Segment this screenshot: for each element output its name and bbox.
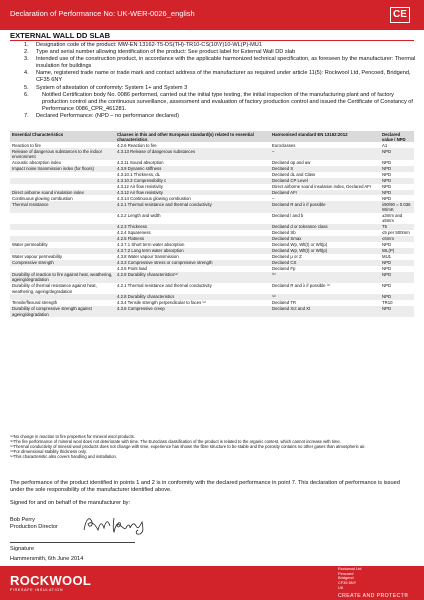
table-cell: Declared Wp, Wlt(I) or Wlt(p) bbox=[270, 248, 380, 254]
table-cell: Durability of reaction to fire against heat, weathering, ageing/degradation bbox=[10, 272, 115, 283]
ce-mark-icon: CE bbox=[390, 7, 410, 23]
table-cell: T5 bbox=[380, 224, 414, 230]
table-cell: Thermal resistance bbox=[10, 201, 115, 212]
table-cell: Declared μ or Z bbox=[272, 254, 302, 260]
table-row bbox=[10, 213, 414, 224]
table-cell: 4.3.12 Air flow resistivity bbox=[115, 190, 270, 196]
table-cell: Declared AFr bbox=[270, 190, 380, 196]
table-cell: Direct airborne sound insulation index bbox=[10, 190, 115, 196]
signature-label: Signature bbox=[10, 546, 34, 552]
table-cell: Declared Sb bbox=[272, 230, 296, 236]
table-cell: – bbox=[272, 195, 275, 201]
table-cell: Impact noise transmission index (for floors) bbox=[10, 166, 115, 172]
table-row bbox=[10, 283, 414, 294]
list-item: 7. Declared Performance: (NPD – no performance declared) bbox=[24, 112, 180, 119]
footnote: ⁽ᵈ⁾For dimensional stability thickness only. bbox=[10, 449, 87, 455]
table-cell: Water permeability bbox=[12, 242, 48, 248]
table-cell: WL(P) bbox=[380, 248, 414, 254]
table-cell: Acoustic absorption index bbox=[12, 159, 61, 165]
footer-tagline: CREATE AND PROTECT® bbox=[338, 593, 409, 599]
footer-address: Rockwool Ltd Pencoed Bridgend CF35 6NY UK bbox=[338, 566, 362, 590]
table-row bbox=[10, 272, 414, 283]
performance-table bbox=[10, 131, 414, 317]
table-cell: Declared Fp bbox=[272, 266, 296, 272]
table-cell: Declared Wp, Wlt(I) or Wlt(p) bbox=[272, 242, 328, 248]
table-cell: Declared l and b bbox=[272, 213, 304, 219]
table-cell: Declared Smax bbox=[270, 236, 380, 242]
table-row bbox=[10, 201, 414, 212]
table-cell: Declared R and λ if possible bbox=[270, 201, 380, 212]
table-cell: Declared CP Level bbox=[270, 178, 380, 184]
table-cell: MU1 bbox=[382, 254, 392, 260]
signer-block bbox=[10, 517, 58, 531]
table-cell: NPD bbox=[380, 294, 414, 300]
table-cell: NPD bbox=[380, 272, 414, 283]
declaration-items bbox=[24, 42, 419, 120]
table-cell: Declared dL and Class bbox=[272, 171, 316, 177]
list-item: 5. System of attestation of conformity: System 1+ and System 3 bbox=[24, 84, 188, 91]
table-cell: 4.2.4 Squareness bbox=[117, 230, 151, 236]
table-cell: TR10 bbox=[382, 300, 393, 306]
table-cell: NPD bbox=[382, 283, 392, 289]
table-cell: 4.3.4 Tensile strength perpendicular to faces ⁽ᵉ⁾ bbox=[117, 300, 207, 306]
title-divider bbox=[10, 40, 414, 41]
table-cell: – bbox=[270, 148, 380, 159]
page-title: EXTERNAL WALL DD SLAB bbox=[10, 31, 111, 40]
place-date: Hammersmith, 6th June 2014 bbox=[10, 556, 84, 562]
table-cell: 4.2.3 Thickness bbox=[115, 224, 270, 230]
rockwool-logo: ROCKWOOL bbox=[10, 573, 92, 588]
table-cell: 4.3.9 Dynamic stiffness bbox=[115, 166, 270, 172]
header-bar bbox=[0, 0, 424, 30]
handwritten-signature bbox=[80, 512, 150, 536]
table-cell: 4.2.2 Length and width bbox=[117, 213, 161, 219]
list-item: 1. Designation code of the product: MW-EN 13162-T5-DS(TH)-TR10-CS(10\Y)10-WL(P)-MU1 bbox=[24, 42, 262, 48]
table-cell: NPD bbox=[382, 266, 392, 272]
table-cell: NPD bbox=[382, 183, 392, 189]
table-cell: Durability of thermal resistance against heat, weathering, ageing/degradation bbox=[12, 283, 97, 294]
table-cell: Water vapour permeability bbox=[12, 254, 62, 260]
table-cell: 4.3.12 Air flow resistivity bbox=[117, 183, 163, 189]
declaration-number: Declaration of Performance No: UK-WER-0026_english bbox=[10, 9, 195, 18]
table-cell: 4.3.5 Point load bbox=[117, 266, 147, 272]
table-cell: Declared S bbox=[270, 166, 380, 172]
table-cell: Declared αp and αw bbox=[272, 159, 311, 165]
table-cell: 4.3.10.1 Thickness, dL bbox=[117, 171, 161, 177]
table-cell: NPD bbox=[380, 148, 414, 159]
list-item: 2. Type and serial number allowing identification of the product: See product label for External Wall DD slab bbox=[24, 49, 296, 56]
performance-statement: The performance of the product identified in points 1 and 2 is in conformity with the declared performance in point 7. This declaration of performance is issued under the sole responsibility of the manufacturer identified above. bbox=[10, 480, 400, 493]
column-header: Declared value / NPD bbox=[380, 131, 414, 142]
table-cell: 4.2.5 Flatness bbox=[115, 236, 270, 242]
table-cell: NPD bbox=[382, 242, 392, 248]
table-cell bbox=[10, 213, 115, 224]
signature-line bbox=[10, 542, 135, 543]
footnote: ⁽ᵇ⁾The fire performance of mineral wool does not deteriorate with time. The Euroclass classification of the product is related to the organic content, which cannot increase with time. bbox=[10, 439, 341, 445]
table-cell: Declared CS bbox=[270, 260, 380, 266]
table-header-row bbox=[10, 131, 414, 142]
footnote: ⁽ᵉ⁾This characteristic also covers handling and installation. bbox=[10, 454, 117, 460]
table-cell: 4.3.10.3 Compressibility c bbox=[115, 178, 270, 184]
table-cell: 4.3.3 Compressive stress or compressive strength bbox=[115, 260, 270, 266]
table-cell: 4.2.1 Thermal resistance and thermal conductivity bbox=[115, 201, 270, 212]
table-row bbox=[10, 306, 414, 317]
signer-title: Production Director bbox=[10, 524, 58, 530]
table-cell: 4.3.11 Sound absorption bbox=[117, 159, 164, 165]
table-cell: ≤6mm bbox=[380, 236, 414, 242]
column-header: Clauses in this and other European standard(s) related to essential characteristics bbox=[115, 131, 270, 142]
table-cell: 4.3.8 Water vapour transmission bbox=[117, 254, 179, 260]
signed-for-text: Signed for and on behalf of the manufacturer by: bbox=[10, 500, 131, 506]
table-cell: NPD bbox=[380, 166, 414, 172]
table-cell: NPD bbox=[382, 195, 392, 201]
signer-name: Bob Perry bbox=[10, 517, 35, 523]
table-cell: 4.3.7.1 Short term water absorption bbox=[117, 242, 185, 248]
table-cell: 4.2.8 Durability characteristics bbox=[115, 294, 270, 300]
table-cell: NPD bbox=[380, 178, 414, 184]
table-cell: Durability of compressive strength against ageing/degradation bbox=[10, 306, 115, 317]
table-cell: λ90/90 = 0.036 W/mK bbox=[380, 201, 414, 212]
table-cell: 4.3.6 Compressive creep bbox=[115, 306, 270, 317]
list-item: 6. Notified Certification body No. 0086 performed, carried out the initial type testing, the initial inspection of the manufacturing plant and of factory production control and the continuous surveillance, assessment and evaluation of factory production control and issued the Certificate of Constancy of Performance 0086_CPR_461281. bbox=[24, 91, 413, 112]
footnotes bbox=[10, 434, 414, 459]
table-cell: Declared Xct and Xt bbox=[270, 306, 380, 317]
table-cell: NPD bbox=[380, 260, 414, 266]
table-cell: Continuous glowing combustion bbox=[12, 195, 73, 201]
table-cell: 4.2.8 Durability characteristics⁽ᵃ⁾ bbox=[115, 272, 270, 283]
table-cell: A1 bbox=[382, 142, 388, 148]
table-cell: 4.3.7.2 Long term water absorption bbox=[115, 248, 270, 254]
table-cell: ≤5 per 500mm bbox=[382, 230, 410, 236]
table-cell: ±3mm and ±5mm bbox=[382, 213, 403, 224]
table-cell: Direct airborne sound insulation index, Declared AFr bbox=[272, 183, 372, 189]
table-cell: Declared TR bbox=[272, 300, 297, 306]
table-cell: Reaction to fire bbox=[12, 142, 41, 148]
table-cell: Declared R and λ if possible ⁽ᶜ⁾ bbox=[272, 283, 331, 289]
table-cell: Release of dangerous substances to the indoor environment bbox=[10, 148, 115, 159]
logo-subtitle: FIRESAFE INSULATION bbox=[10, 588, 64, 592]
table-cell: Euroclasses bbox=[272, 142, 296, 148]
table-cell: ⁽ᵇ⁾ bbox=[270, 272, 380, 283]
list-item: 4. Name, registered trade name or trade mark and contact address of the manufacturer as required under article 11(5): Rockwool Ltd, Pencoed, Bridgend, CF35 6NY bbox=[24, 70, 411, 84]
footnote: ⁽ᶜ⁾Thermal conductivity of mineral wool products does not change with time, experience has shown the fibre structure to be stable and the porosity contains no other gases than atmospheric air. bbox=[10, 444, 366, 450]
column-header: Harmonised standard EN 13162:2012 bbox=[270, 131, 380, 142]
table-cell: NPD bbox=[382, 159, 392, 165]
table-row bbox=[10, 148, 414, 159]
table-cell: 4.2.6 Reaction to fire bbox=[117, 142, 157, 148]
table-body bbox=[10, 142, 414, 317]
footnote: ⁽ᵃ⁾No change in reaction to fire properties for mineral wool products. bbox=[10, 434, 135, 439]
table-cell: ⁽ᵈ⁾ bbox=[270, 294, 380, 300]
table-cell: NPD bbox=[380, 190, 414, 196]
table-cell: 4.3.13 Release of dangerous substances bbox=[115, 148, 270, 159]
table-cell: 4.2.1 Thermal resistance and thermal conductivity bbox=[117, 283, 212, 289]
table-cell: NPD bbox=[380, 306, 414, 317]
table-cell: 4.3.14 Continuous glowing combustion bbox=[117, 195, 191, 201]
table-cell: Declared d or tolerance class bbox=[270, 224, 380, 230]
table-cell: NPD bbox=[382, 171, 392, 177]
table-cell: Tensile/flexural strength bbox=[12, 300, 58, 306]
column-header: Essential Characteristics bbox=[10, 131, 115, 142]
list-item: 3. Intended use of the construction product, in accordance with the applicable harmonized technical specification, as foreseen by the manufacturer: Thermal insulation for buildings bbox=[24, 56, 416, 70]
table-cell: Compressive strength bbox=[10, 260, 115, 266]
